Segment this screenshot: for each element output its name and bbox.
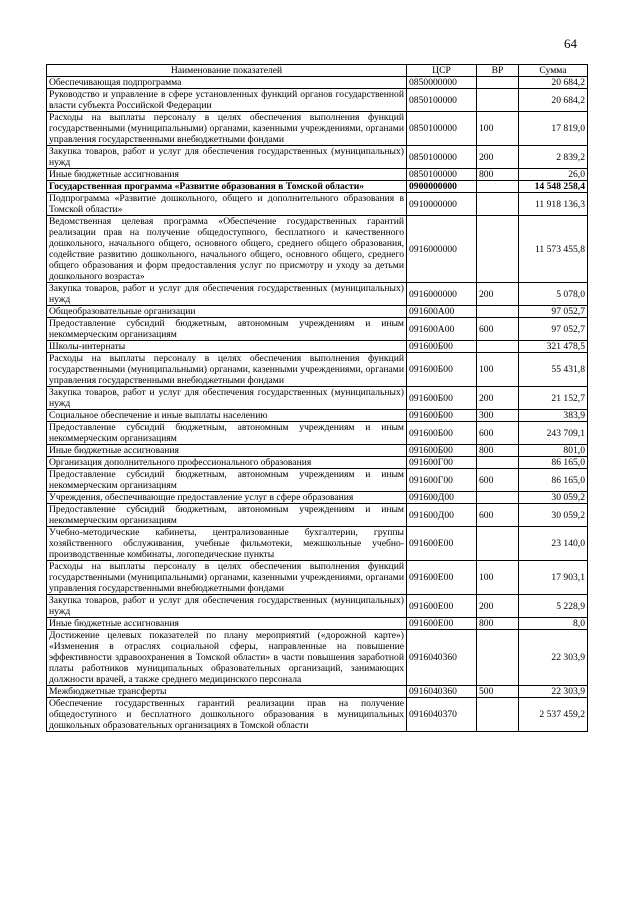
cell-csr: 091600Е00 — [407, 527, 477, 561]
cell-vr: 300 — [477, 410, 519, 422]
table-row — [47, 445, 588, 457]
cell-vr: 800 — [477, 445, 519, 457]
cell-vr: 600 — [477, 469, 519, 492]
cell-sum: 243 709,1 — [519, 422, 588, 445]
cell-sum: 801,0 — [519, 445, 588, 457]
cell-csr: 091600Б00 — [407, 445, 477, 457]
cell-sum: 20 684,2 — [519, 77, 588, 89]
cell-vr — [477, 341, 519, 353]
cell-vr: 200 — [477, 387, 519, 410]
cell-sum: 2 839,2 — [519, 146, 588, 169]
cell-vr: 100 — [477, 112, 519, 146]
cell-csr: 091600Б00 — [407, 353, 477, 387]
header-sum: Сумма — [519, 65, 588, 77]
cell-csr: 091600Б00 — [407, 387, 477, 410]
cell-csr: 0916040360 — [407, 630, 477, 686]
cell-vr: 200 — [477, 595, 519, 618]
table-row — [47, 595, 588, 618]
table-row — [47, 169, 588, 181]
cell-csr: 0910000000 — [407, 193, 477, 216]
table-row — [47, 112, 588, 146]
cell-sum: 11 918 136,3 — [519, 193, 588, 216]
cell-sum: 86 165,0 — [519, 469, 588, 492]
cell-sum: 17 903,1 — [519, 561, 588, 595]
cell-name: Закупка товаров, работ и услуг для обеспечения государственных (муниципальных) нужд — [47, 283, 407, 306]
cell-name: Учебно-методические кабинеты, централизованные бухгалтерии, группы хозяйственного обслуживания, учебные фильмотеки, межшкольные учебно-производственные комбинаты, логопедические пункты — [47, 527, 407, 561]
cell-sum: 8,0 — [519, 618, 588, 630]
table-row — [47, 146, 588, 169]
cell-name: Общеобразовательные организации — [47, 306, 407, 318]
cell-sum: 22 303,9 — [519, 686, 588, 698]
cell-sum: 5 078,0 — [519, 283, 588, 306]
cell-vr: 200 — [477, 283, 519, 306]
table-row — [47, 698, 588, 732]
cell-sum: 20 684,2 — [519, 89, 588, 112]
cell-name: Предоставление субсидий бюджетным, автономным учреждениям и иным некоммерческим организациям — [47, 318, 407, 341]
table-body — [47, 77, 588, 732]
table-row — [47, 283, 588, 306]
cell-sum: 2 537 459,2 — [519, 698, 588, 732]
table-row — [47, 77, 588, 89]
table-row — [47, 686, 588, 698]
cell-csr: 091600Д00 — [407, 492, 477, 504]
cell-sum: 5 228,9 — [519, 595, 588, 618]
cell-sum: 86 165,0 — [519, 457, 588, 469]
cell-name: Закупка товаров, работ и услуг для обеспечения государственных (муниципальных) нужд — [47, 595, 407, 618]
table-row — [47, 318, 588, 341]
header-name: Наименование показателей — [47, 65, 407, 77]
cell-csr: 091600А00 — [407, 306, 477, 318]
cell-name: Расходы на выплаты персоналу в целях обеспечения выполнения функций государственными (муниципальными) органами, казенными учреждениями, органами управления государственными внебюджетными фондами — [47, 353, 407, 387]
table-row — [47, 504, 588, 527]
table-row — [47, 561, 588, 595]
cell-csr: 0900000000 — [407, 181, 477, 193]
cell-sum: 30 059,2 — [519, 492, 588, 504]
cell-csr: 091600Е00 — [407, 595, 477, 618]
cell-vr — [477, 457, 519, 469]
table-row — [47, 193, 588, 216]
cell-sum: 97 052,7 — [519, 318, 588, 341]
cell-csr: 0916000000 — [407, 216, 477, 283]
cell-vr: 600 — [477, 504, 519, 527]
cell-name: Иные бюджетные ассигнования — [47, 618, 407, 630]
cell-sum: 321 478,5 — [519, 341, 588, 353]
cell-csr: 0850000000 — [407, 77, 477, 89]
table-row — [47, 181, 588, 193]
cell-csr: 0916040370 — [407, 698, 477, 732]
cell-vr: 200 — [477, 146, 519, 169]
cell-csr: 091600Г00 — [407, 457, 477, 469]
cell-vr — [477, 527, 519, 561]
cell-name: Государственная программа «Развитие образования в Томской области» — [47, 181, 407, 193]
cell-name: Предоставление субсидий бюджетным, автономным учреждениям и иным некоммерческим организациям — [47, 469, 407, 492]
cell-name: Организация дополнительного профессионального образования — [47, 457, 407, 469]
cell-name: Учреждения, обеспечивающие предоставление услуг в сфере образования — [47, 492, 407, 504]
cell-sum: 17 819,0 — [519, 112, 588, 146]
cell-name: Предоставление субсидий бюджетным, автономным учреждениям и иным некоммерческим организациям — [47, 504, 407, 527]
cell-vr — [477, 89, 519, 112]
cell-vr — [477, 181, 519, 193]
cell-name: Обеспечивающая подпрограмма — [47, 77, 407, 89]
cell-vr: 600 — [477, 422, 519, 445]
cell-name: Закупка товаров, работ и услуг для обеспечения государственных (муниципальных) нужд — [47, 387, 407, 410]
cell-name: Закупка товаров, работ и услуг для обеспечения государственных (муниципальных) нужд — [47, 146, 407, 169]
table-row — [47, 492, 588, 504]
table-row — [47, 422, 588, 445]
table-row — [47, 341, 588, 353]
cell-sum: 97 052,7 — [519, 306, 588, 318]
table-row — [47, 89, 588, 112]
cell-csr: 0916040360 — [407, 686, 477, 698]
cell-name: Иные бюджетные ассигнования — [47, 445, 407, 457]
cell-name: Подпрограмма «Развитие дошкольного, общего и дополнительного образования в Томской области» — [47, 193, 407, 216]
cell-sum: 55 431,8 — [519, 353, 588, 387]
page-number: 64 — [564, 36, 577, 51]
cell-vr — [477, 306, 519, 318]
table-row — [47, 387, 588, 410]
cell-csr: 0850100000 — [407, 169, 477, 181]
cell-name: Расходы на выплаты персоналу в целях обеспечения выполнения функций государственными (муниципальными) органами, казенными учреждениями, органами управления государственными внебюджетными фондами — [47, 112, 407, 146]
cell-sum: 383,9 — [519, 410, 588, 422]
cell-csr: 0916000000 — [407, 283, 477, 306]
cell-vr — [477, 492, 519, 504]
table-row — [47, 630, 588, 686]
cell-csr: 0850100000 — [407, 146, 477, 169]
cell-sum: 14 548 258,4 — [519, 181, 588, 193]
cell-name: Достижение целевых показателей по плану мероприятий («дорожной карте») «Изменения в отраслях социальной сферы, направленные на повышение эффективности здравоохранения в Томской области» в части повышения заработной платы работников муниципальных образовательных организаций, занимающих должности врачей, а также среднего медицинского персонала — [47, 630, 407, 686]
cell-name: Расходы на выплаты персоналу в целях обеспечения выполнения функций государственными (муниципальными) органами, казенными учреждениями, органами управления государственными внебюджетными фондами — [47, 561, 407, 595]
table-row — [47, 527, 588, 561]
cell-vr: 800 — [477, 169, 519, 181]
cell-csr: 091600Б00 — [407, 341, 477, 353]
cell-vr: 800 — [477, 618, 519, 630]
cell-name: Ведомственная целевая программа «Обеспечение государственных гарантий реализации прав на получение общедоступного, бесплатного и качественного дошкольного, начального общего, основного общего, среднего общего образования, содействие развитию дошкольного, начального общего, основного общего, среднего общего образования и форм предоставления услуг по присмотру и уходу за детьми дошкольного возраста» — [47, 216, 407, 283]
header-csr: ЦСР — [407, 65, 477, 77]
table-row — [47, 457, 588, 469]
cell-name: Социальное обеспечение и иные выплаты населению — [47, 410, 407, 422]
cell-sum: 23 140,0 — [519, 527, 588, 561]
cell-csr: 091600Г00 — [407, 469, 477, 492]
cell-name: Обеспечение государственных гарантий реализации прав на получение общедоступного и бесплатного дошкольного образования в муниципальных дошкольных образовательных организациях в Томской области — [47, 698, 407, 732]
table-row — [47, 618, 588, 630]
cell-name: Руководство и управление в сфере установленных функций органов государственной власти субъекта Российской Федерации — [47, 89, 407, 112]
cell-sum: 30 059,2 — [519, 504, 588, 527]
table-row — [47, 410, 588, 422]
cell-sum: 22 303,9 — [519, 630, 588, 686]
cell-name: Предоставление субсидий бюджетным, автономным учреждениям и иным некоммерческим организациям — [47, 422, 407, 445]
cell-name: Иные бюджетные ассигнования — [47, 169, 407, 181]
cell-vr: 500 — [477, 686, 519, 698]
cell-sum: 11 573 455,8 — [519, 216, 588, 283]
cell-csr: 091600Б00 — [407, 410, 477, 422]
cell-csr: 0850100000 — [407, 112, 477, 146]
cell-vr: 100 — [477, 561, 519, 595]
cell-vr: 100 — [477, 353, 519, 387]
cell-vr — [477, 193, 519, 216]
budget-table — [46, 64, 588, 732]
cell-vr — [477, 698, 519, 732]
table-row — [47, 469, 588, 492]
cell-vr — [477, 630, 519, 686]
cell-csr: 091600Е00 — [407, 561, 477, 595]
cell-sum: 21 152,7 — [519, 387, 588, 410]
cell-vr: 600 — [477, 318, 519, 341]
cell-name: Межбюджетные трансферты — [47, 686, 407, 698]
cell-csr: 0850100000 — [407, 89, 477, 112]
table-row — [47, 216, 588, 283]
cell-vr — [477, 216, 519, 283]
table-row — [47, 306, 588, 318]
header-vr: ВР — [477, 65, 519, 77]
cell-csr: 091600Б00 — [407, 422, 477, 445]
cell-csr: 091600А00 — [407, 318, 477, 341]
cell-vr — [477, 77, 519, 89]
cell-csr: 091600Е00 — [407, 618, 477, 630]
table-row — [47, 353, 588, 387]
table-header-row — [47, 65, 588, 77]
cell-name: Школы-интернаты — [47, 341, 407, 353]
cell-sum: 26,0 — [519, 169, 588, 181]
cell-csr: 091600Д00 — [407, 504, 477, 527]
